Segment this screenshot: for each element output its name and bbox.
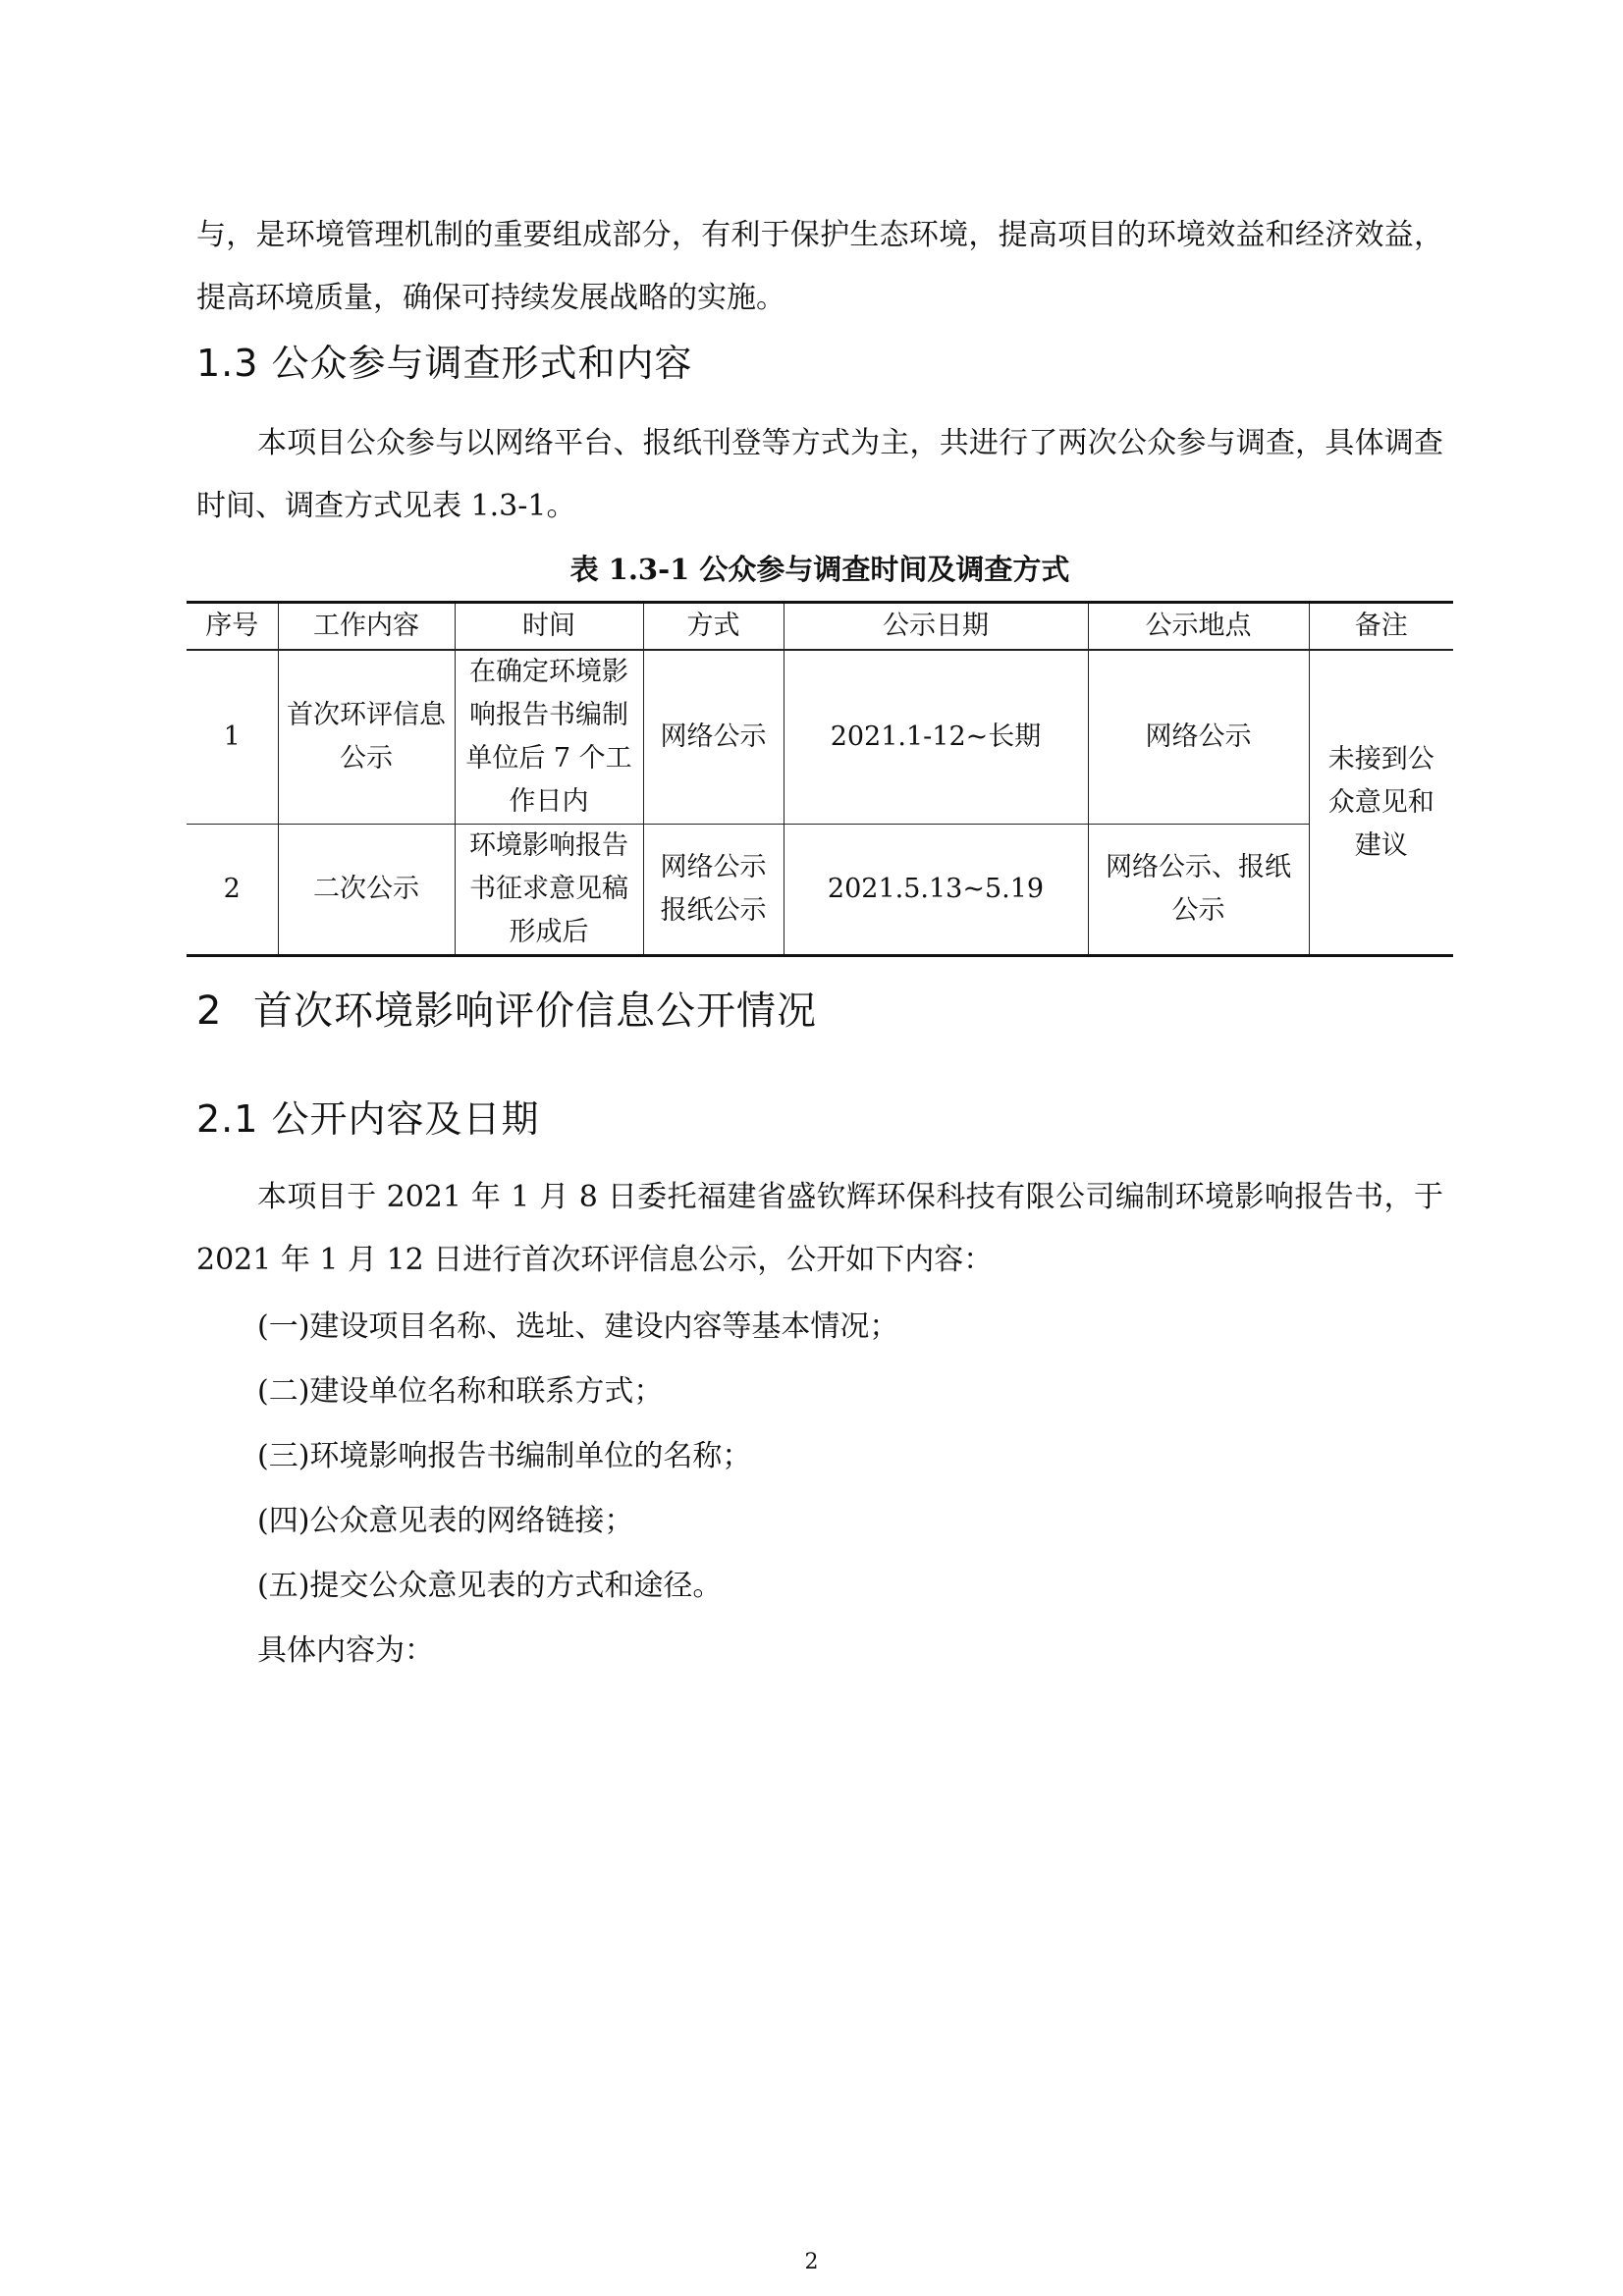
section-2-heading <box>196 982 817 1041</box>
section-2-1-heading: 2.1 公开内容及日期 <box>196 1097 540 1141</box>
remark-cell: 未接到公众意见和建议 <box>1309 650 1453 956</box>
list-item: (三)环境影响报告书编制单位的名称； <box>257 1439 752 1473</box>
table-caption: 表 1.3-1 公众参与调查时间及调查方式 <box>569 553 1070 586</box>
list-item: (二)建设单位名称和联系方式； <box>257 1374 664 1409</box>
section-2-number: 2 <box>196 988 223 1034</box>
table-cell: 环境影响报告书征求意见稿形成后 <box>455 825 643 956</box>
list-item: (五)提交公众意见表的方式和途径。 <box>257 1569 723 1603</box>
table-row <box>187 825 1453 956</box>
table-cell: 2 <box>187 825 278 956</box>
table-cell: 二次公示 <box>278 825 455 956</box>
page-number: 2 <box>804 2250 819 2274</box>
header-cell: 备注 <box>1309 603 1453 651</box>
header-cell: 序号 <box>187 603 278 651</box>
closing-text: 具体内容为： <box>257 1633 434 1668</box>
table-cell: 网络公示 <box>1088 650 1309 825</box>
section-2-1-paragraph: 本项目于 2021 年 1 月 8 日委托福建省盛钦辉环保科技有限公司编制环境影响报告书，于 2021 年 1 月 12 日进行首次环评信息公示，公开如下内容： <box>196 1180 1443 1277</box>
table-cell: 在确定环境影响报告书编制单位后 7 个工作日内 <box>455 650 643 825</box>
header-cell: 时间 <box>455 603 643 651</box>
header-cell: 工作内容 <box>278 603 455 651</box>
header-cell: 方式 <box>643 603 784 651</box>
intro-paragraph: 与，是环境管理机制的重要组成部分，有利于保护生态环境，提高项目的环境效益和经济效益，提高环境质量，确保可持续发展战略的实施。 <box>196 218 1443 315</box>
table-cell: 2021.1-12~长期 <box>784 650 1088 825</box>
table-row <box>187 650 1453 825</box>
table-header-row <box>187 603 1453 651</box>
table-cell: 网络公示 报纸公示 <box>643 825 784 956</box>
section-1-3-paragraph: 本项目公众参与以网络平台、报纸刊登等方式为主，共进行了两次公众参与调查，具体调查时间、调查方式见表 1.3-1。 <box>196 426 1443 523</box>
section-2-title: 首次环境影响评价信息公开情况 <box>253 988 817 1034</box>
table-cell: 1 <box>187 650 278 825</box>
table-cell: 首次环评信息公示 <box>278 650 455 825</box>
list-item: (一)建设项目名称、选址、建设内容等基本情况； <box>257 1309 899 1344</box>
section-1-3-heading: 1.3 公众参与调查形式和内容 <box>196 342 693 385</box>
survey-table <box>187 601 1453 957</box>
table-cell: 网络公示、报纸公示 <box>1088 825 1309 956</box>
table-cell: 网络公示 <box>643 650 784 825</box>
header-cell: 公示日期 <box>784 603 1088 651</box>
table-cell: 2021.5.13~5.19 <box>784 825 1088 956</box>
header-cell: 公示地点 <box>1088 603 1309 651</box>
list-item: (四)公众意见表的网络链接； <box>257 1504 634 1538</box>
